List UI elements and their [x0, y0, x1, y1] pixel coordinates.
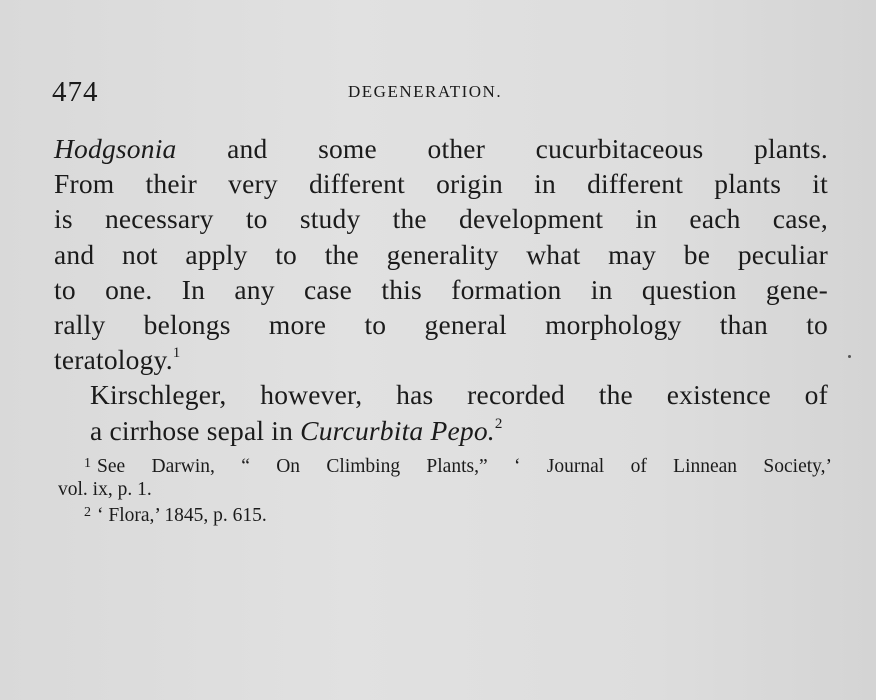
text-line: and not apply to the generality what may be peculiar [54, 238, 828, 270]
page-number: 474 [52, 76, 99, 108]
scan-speck [848, 355, 851, 358]
text-line: teratology.$^1$ [54, 344, 181, 376]
page-header [52, 76, 832, 110]
text-line: to one. In any case this formation in question gene- [54, 273, 828, 305]
text-line: From their very different origin in different plants it [54, 168, 828, 200]
footnote-1 [58, 452, 832, 501]
footnotes [58, 452, 832, 527]
footnote-marker: 1 [84, 456, 91, 471]
footnote-ref-1: 1 [172, 345, 181, 362]
footnote-line: vol. ix, p. 1. [58, 479, 152, 500]
text-line: Kirschleger, however, has recorded the existence of [90, 379, 828, 411]
italic-term-hodgsonia: Hodgsonia [54, 133, 177, 164]
running-title: DEGENERATION. [348, 82, 503, 101]
footnote-ref-2: 2 [494, 415, 503, 432]
paragraph-1 [54, 131, 828, 377]
footnote-marker: 2 [84, 505, 91, 520]
body-text [54, 131, 828, 448]
footnote-line: $^1$ See Darwin, “ On Climbing Plants,” ‘ Journal of Linnean Society,’ [84, 456, 832, 477]
italic-term-curcurbita-pepo: Curcurbita Pepo. [300, 414, 495, 446]
text-line: rally belongs more to general morphology than to [54, 309, 828, 341]
footnote-2 [58, 501, 832, 527]
text-line: Hodgsonia and some other cucurbitaceous plants. [54, 133, 828, 164]
text-line: is necessary to study the development in each case, [54, 203, 828, 235]
paragraph-2 [54, 377, 828, 447]
footnote-line: $^2$ ‘ Flora,’ 1845, p. 615. [84, 505, 267, 526]
text-line: a cirrhose sepal in Curcurbita Pepo.$^2$ [90, 414, 503, 446]
